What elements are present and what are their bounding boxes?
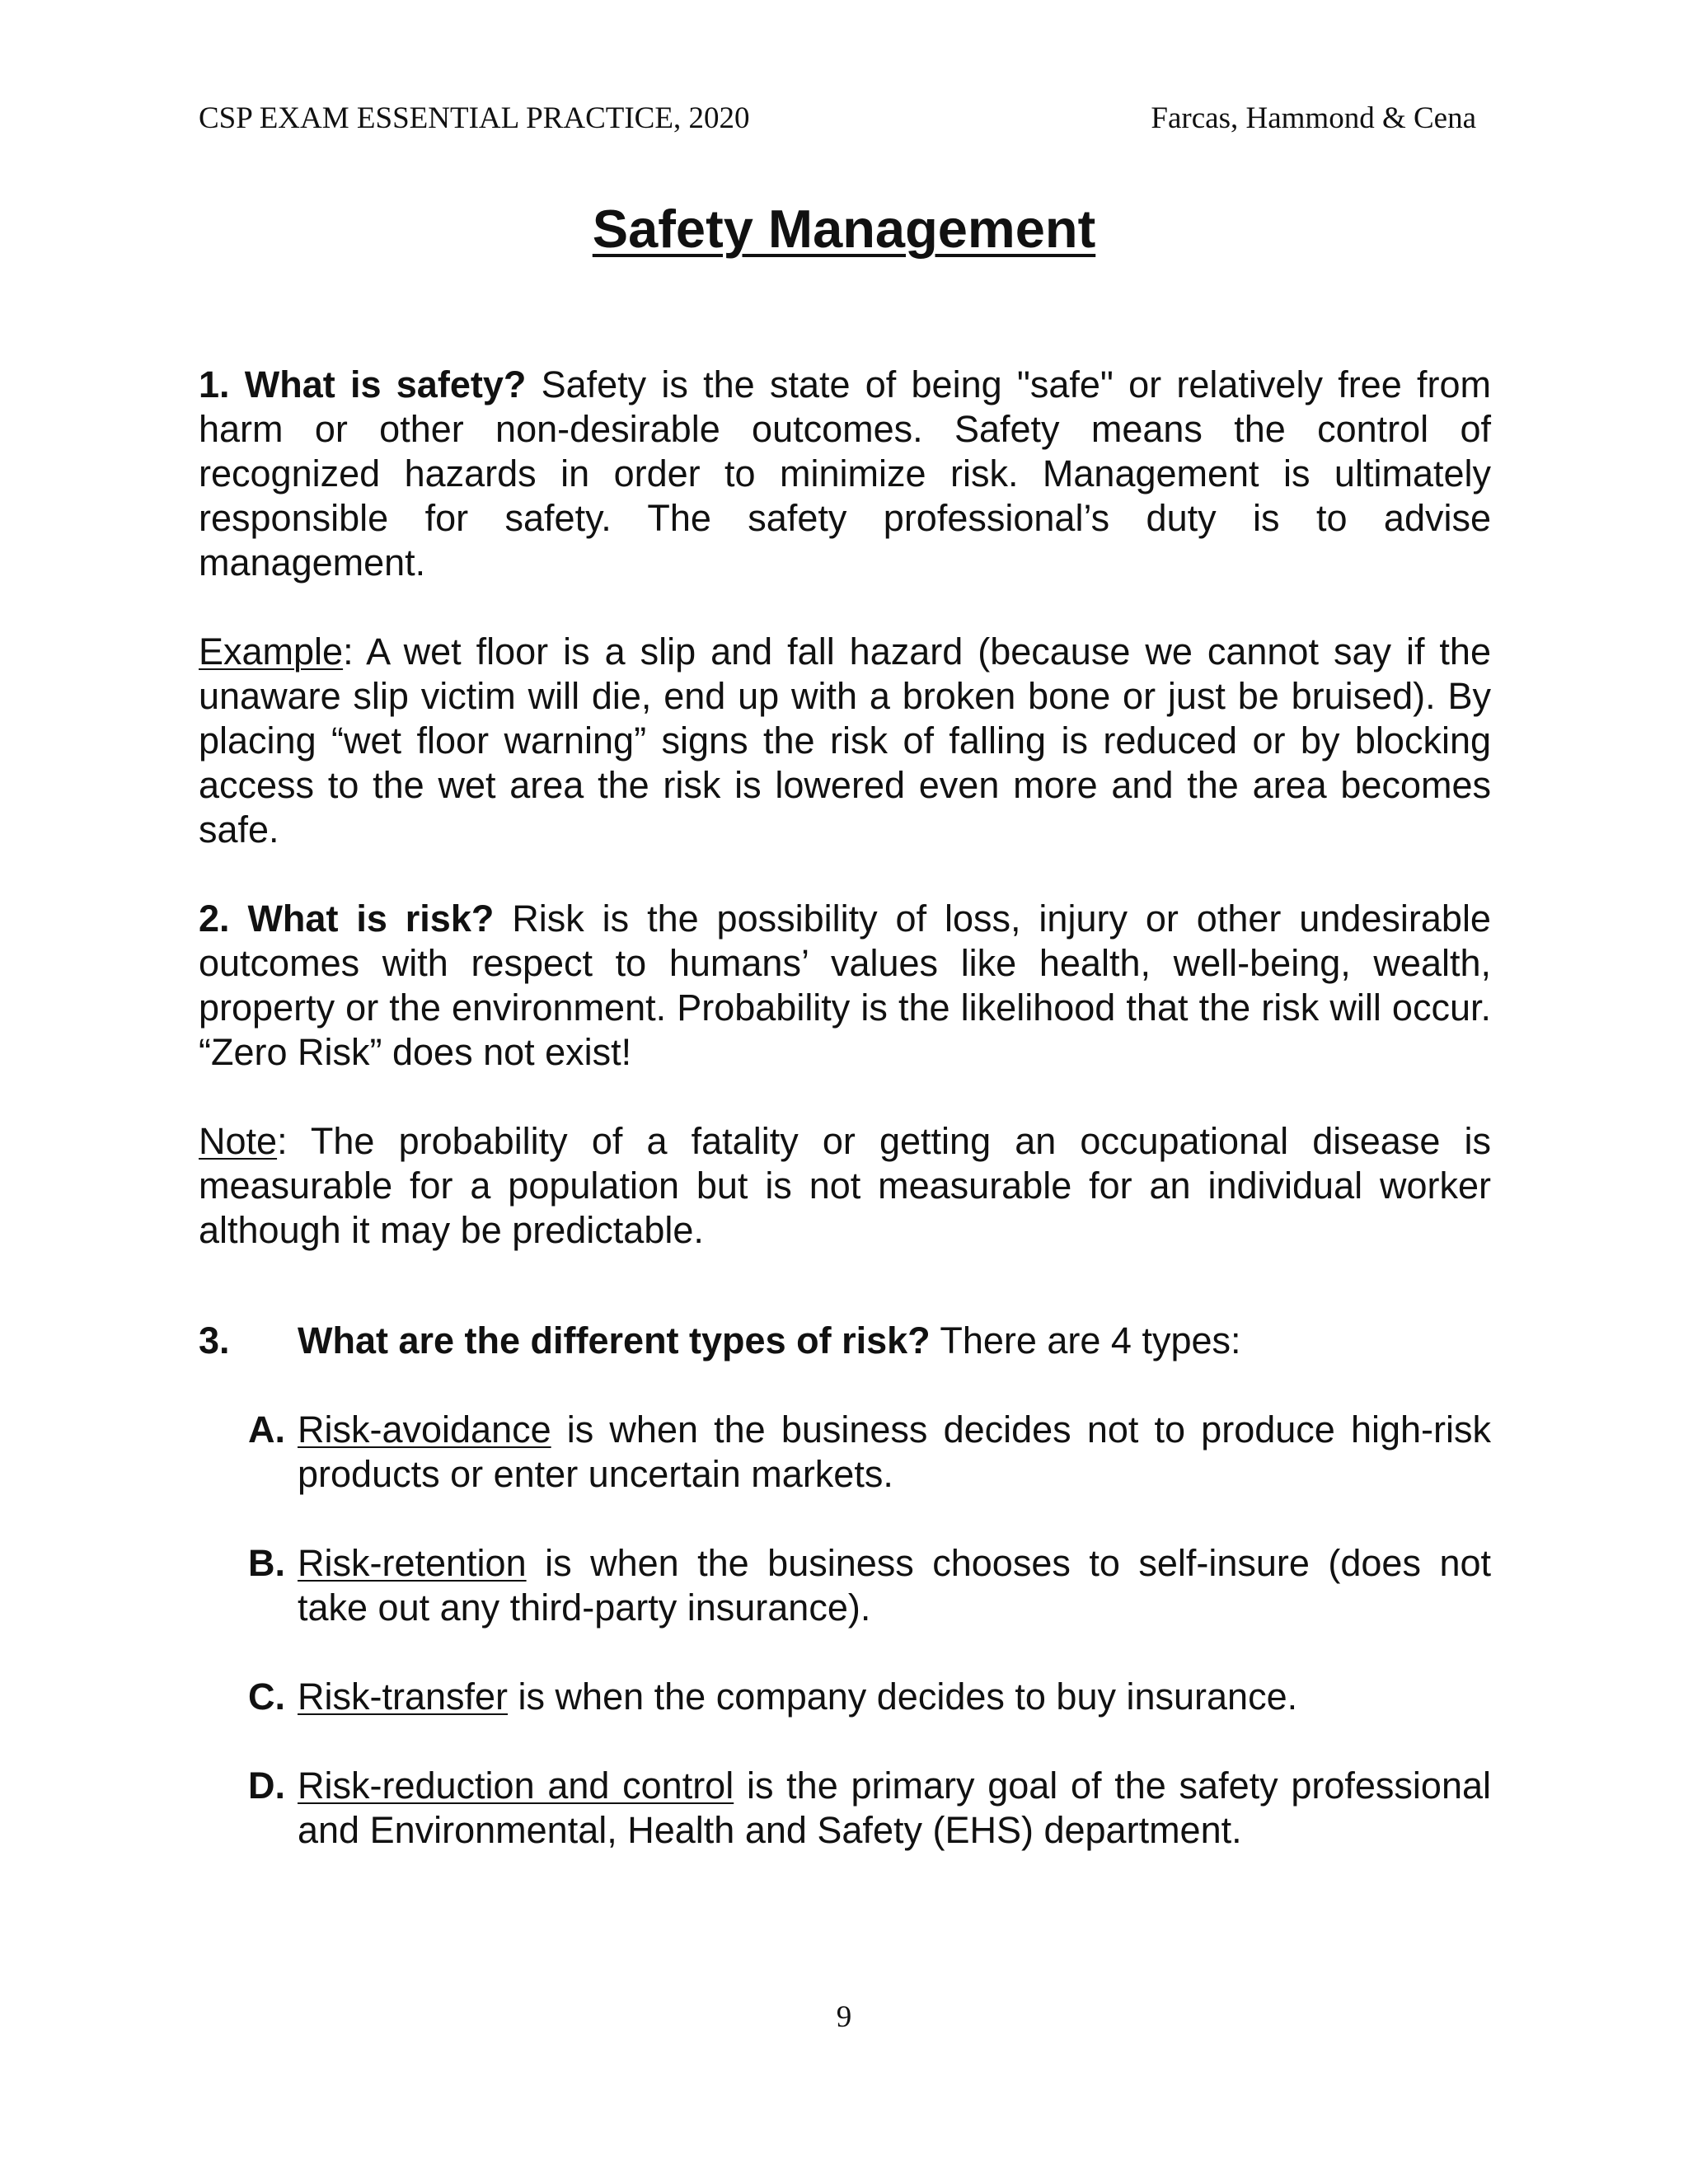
risk-type-letter: C. (248, 1675, 285, 1718)
risk-type-term: Risk-transfer (298, 1675, 509, 1718)
risk-type-description: is the primary goal of the safety professional and Environmental, Health and Safety (EHS) department. (298, 1765, 1491, 1851)
risk-type-term: Risk-retention (298, 1542, 527, 1584)
section-3-text: There are 4 types: (930, 1319, 1241, 1361)
section-1-question: What is safety? (244, 363, 527, 405)
section-3-heading-text (298, 1319, 1491, 1363)
section-2-paragraph (199, 897, 1491, 1075)
section-3-number: 3. (199, 1319, 230, 1361)
page-title: Safety Management (592, 199, 1096, 259)
risk-type-item (248, 1675, 1491, 1719)
section-3-question: What are the different types of risk? (298, 1319, 931, 1361)
document-body (199, 363, 1491, 1897)
section-1-text: Safety is the state of being "safe" or relatively free from harm or other non-desirable outcomes. Safety means the control of recognized hazards in order to minimize risk. Management is ultimately responsible for safety. The safety professional’s duty is to advise management. (199, 363, 1491, 583)
header-right-authors: Farcas, Hammond & Cena (1151, 101, 1476, 135)
header-left-title: CSP EXAM ESSENTIAL PRACTICE, 2020 (199, 101, 750, 135)
section-3-heading (199, 1319, 1491, 1363)
note-label: Note (199, 1120, 278, 1162)
risk-type-content (298, 1675, 1491, 1719)
section-2-number: 2. (199, 898, 230, 940)
section-2-question: What is risk? (247, 898, 495, 940)
section-1-paragraph (199, 363, 1491, 585)
section-1-number: 1. (199, 363, 230, 405)
risk-type-term: Risk-reduction and control (298, 1765, 734, 1807)
risk-type-letter: D. (248, 1765, 285, 1807)
risk-type-description: is when the business decides not to produce high-risk products or enter uncertain markets. (298, 1408, 1491, 1495)
risk-type-content (298, 1408, 1491, 1497)
note-text: : The probability of a fatality or getting an occupational disease is measurable for a population but is not measurable for an individual worker although it may be predictable. (199, 1120, 1491, 1251)
risk-type-letter: A. (248, 1408, 285, 1451)
example-paragraph (199, 630, 1491, 852)
risk-type-letter: B. (248, 1542, 285, 1584)
section-2-text: Risk is the possibility of loss, injury or other undesirable outcomes with respect to humans’ values like health, well-being, wealth, property or the environment. Probability is the likelihood that the risk will occur. “Zero Risk” does not exist! (199, 898, 1491, 1073)
risk-type-term: Risk-avoidance (298, 1408, 551, 1451)
risk-type-item (248, 1408, 1491, 1497)
example-text: : A wet floor is a slip and fall hazard (because we cannot say if the unaware slip victim will die, end up with a broken bone or just be bruised). By placing “wet floor warning” signs the risk of falling is reduced or by blocking access to the wet area the risk is lowered even more and the area becomes safe. (199, 630, 1491, 851)
risk-type-content (298, 1764, 1491, 1853)
risk-type-item (248, 1764, 1491, 1853)
risk-type-item (248, 1541, 1491, 1630)
risk-type-description: is when the business chooses to self-insure (does not take out any third-party insurance). (298, 1542, 1491, 1629)
risk-type-description: is when the company decides to buy insurance. (508, 1675, 1298, 1718)
risk-type-content (298, 1541, 1491, 1630)
example-label: Example (199, 630, 344, 673)
note-paragraph (199, 1119, 1491, 1253)
page-number: 9 (836, 2000, 852, 2034)
